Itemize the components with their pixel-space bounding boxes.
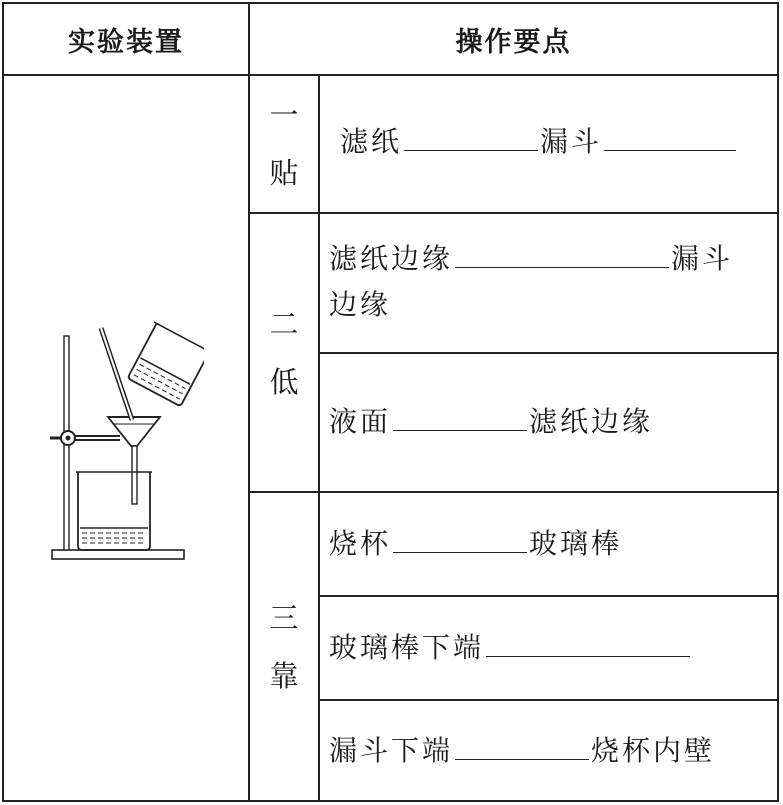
col-divider-2 [318,74,320,800]
row-5 [329,625,692,671]
row-4-text-b: 玻璃棒 [529,527,623,560]
fill-blank[interactable] [455,729,589,760]
filtration-table [2,2,779,802]
fill-blank[interactable] [604,120,736,151]
group-char: 二 [269,306,299,341]
group-three-lean [250,493,318,800]
row-divider-5 [318,699,777,701]
row-2-text-b2: 边缘 [329,288,392,321]
group-char: 一 [269,98,299,132]
row-6-text-b: 烧杯内壁 [591,734,716,767]
row-2-text-a: 滤纸边缘 [329,242,454,275]
fill-blank[interactable] [404,120,538,151]
group-two-low [250,214,318,491]
row-3-text-a: 液面 [329,405,392,438]
row-1 [340,119,738,165]
fill-blank[interactable] [393,400,527,431]
fill-blank[interactable] [486,626,690,657]
row-6-text-a: 漏斗下端 [329,734,454,767]
group-char: 靠 [269,658,299,693]
header-apparatus: 实验装置 [68,26,184,58]
fill-blank[interactable] [393,522,527,553]
row-2 [329,236,769,328]
row-divider-3 [248,491,777,493]
row-3-text-b: 滤纸边缘 [529,405,654,438]
funnel-stem [132,446,137,504]
pouring-beaker [125,322,204,408]
row-4-text-a: 烧杯 [329,527,392,560]
row-divider-2 [318,352,777,354]
row-divider-4 [318,595,777,597]
header-divider [4,74,777,76]
funnel [108,417,160,446]
row-1-text-b: 漏斗 [540,125,603,158]
group-one-stick [250,76,318,212]
fill-blank[interactable] [455,237,669,268]
row-1-text-a: 滤纸 [340,125,403,158]
group-char: 贴 [269,156,299,190]
row-divider-1 [248,212,777,214]
row-6 [329,728,715,774]
group-char: 低 [269,364,299,399]
group-char: 三 [269,600,299,635]
filtration-apparatus-illustration [44,314,204,564]
row-5-text-a: 玻璃棒下端 [329,631,485,664]
row-3 [329,399,653,445]
header-operation-points: 操作要点 [455,26,572,58]
row-2-text-b: 漏斗 [671,242,734,275]
row-4 [329,521,622,567]
stand-base [52,550,184,559]
